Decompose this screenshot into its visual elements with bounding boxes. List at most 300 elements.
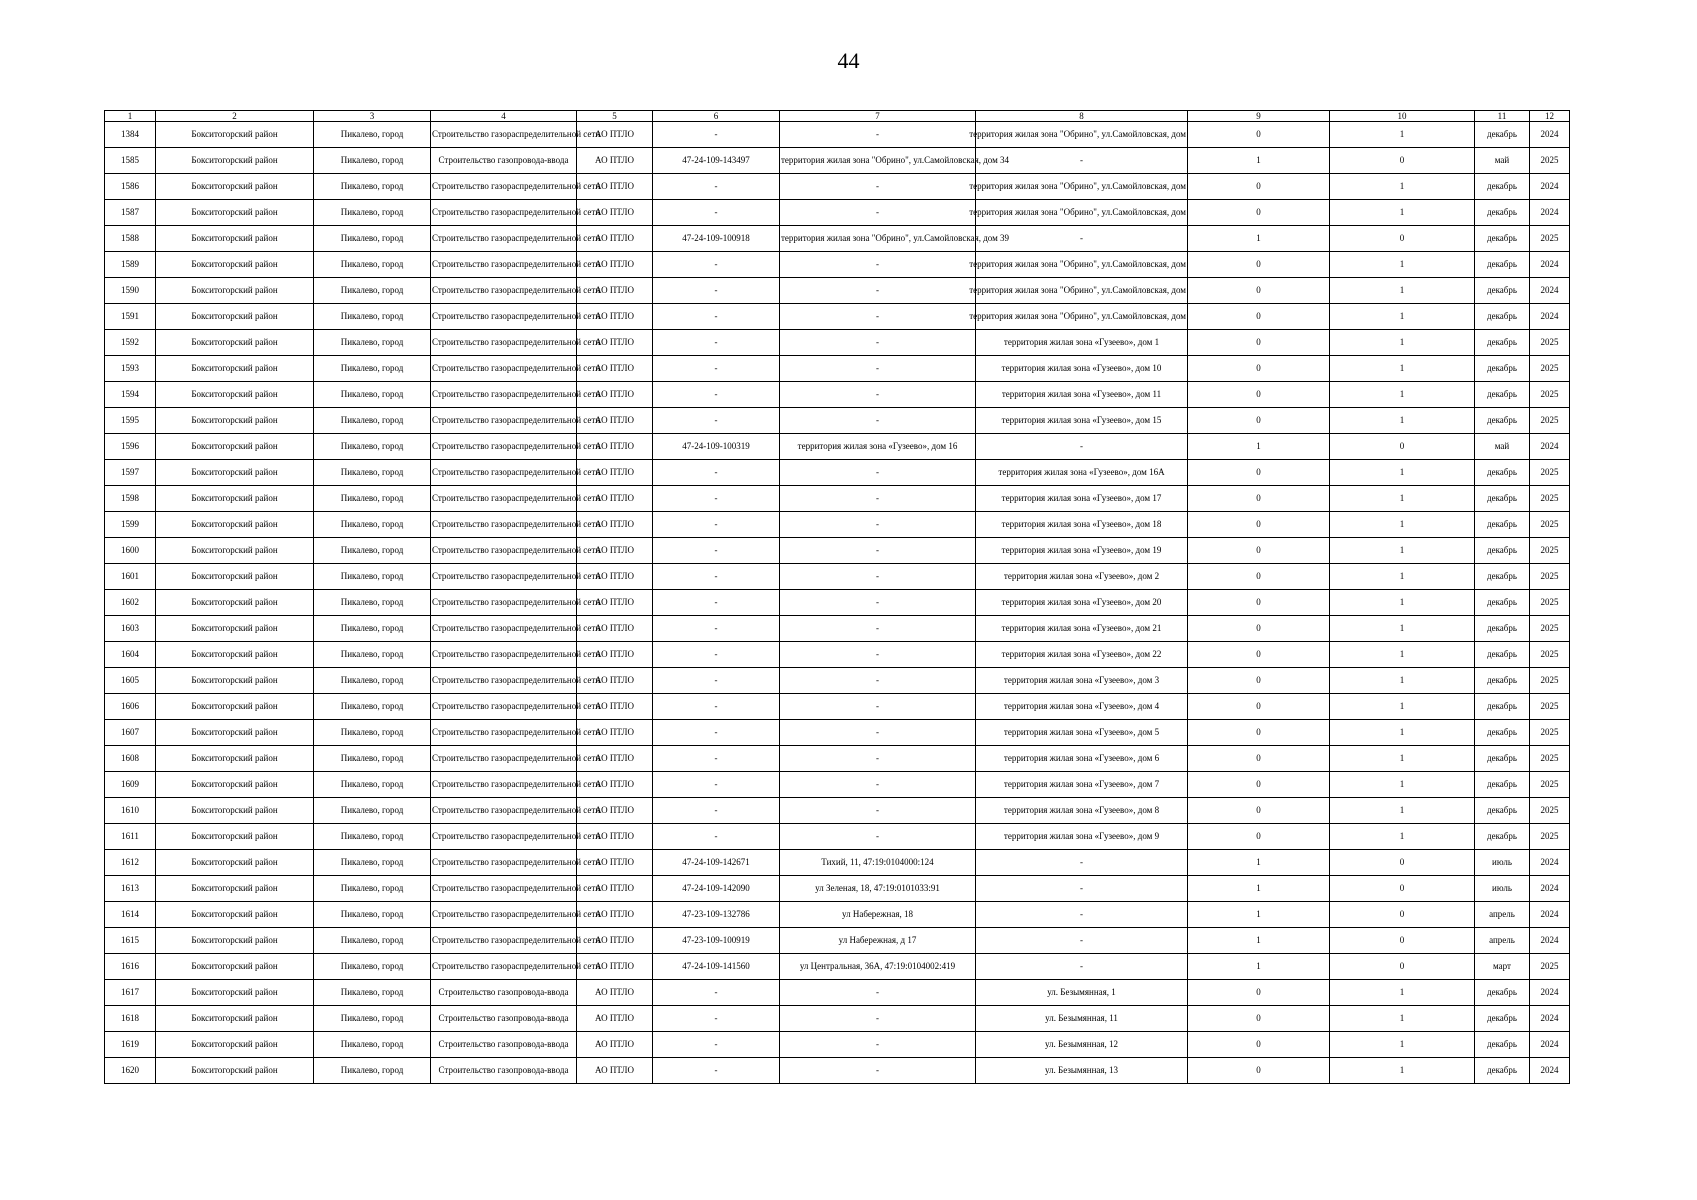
work-type-cell: Строительство газопровода-ввода	[431, 1058, 577, 1084]
year-cell: 2025	[1530, 824, 1570, 850]
district-cell: Бокситогорский район	[156, 1032, 314, 1058]
object-address-cell: -	[780, 538, 976, 564]
address-cell: территория жилая зона «Гузеево», дом 20	[976, 590, 1188, 616]
address-cell: территория жилая зона «Гузеево», дом 6	[976, 746, 1188, 772]
gasification-table	[104, 110, 1570, 1084]
work-type-cell: Строительство газораспределительной сети	[431, 954, 577, 980]
settlement-cell: Пикалево, город	[314, 304, 431, 330]
row-number-cell: 1620	[105, 1058, 156, 1084]
month-cell: апрель	[1475, 902, 1530, 928]
request-number-cell: -	[653, 278, 780, 304]
value-col-10-cell: 1	[1330, 1058, 1475, 1084]
request-number-cell: -	[653, 746, 780, 772]
table-row	[105, 616, 1570, 642]
value-col-10-cell: 1	[1330, 798, 1475, 824]
district-cell: Бокситогорский район	[156, 148, 314, 174]
row-number-cell: 1384	[105, 122, 156, 148]
district-cell: Бокситогорский район	[156, 382, 314, 408]
address-cell: территория жилая зона «Гузеево», дом 7	[976, 772, 1188, 798]
request-number-cell: -	[653, 174, 780, 200]
value-col-10-cell: 1	[1330, 668, 1475, 694]
value-col-10-cell: 1	[1330, 408, 1475, 434]
district-cell: Бокситогорский район	[156, 278, 314, 304]
object-address-cell: -	[780, 720, 976, 746]
year-cell: 2025	[1530, 694, 1570, 720]
district-cell: Бокситогорский район	[156, 850, 314, 876]
organization-cell: АО ПТЛО	[577, 174, 653, 200]
district-cell: Бокситогорский район	[156, 226, 314, 252]
value-col-9-cell: 0	[1188, 382, 1330, 408]
row-number-cell: 1589	[105, 252, 156, 278]
year-cell: 2025	[1530, 668, 1570, 694]
month-cell: декабрь	[1475, 720, 1530, 746]
value-col-9-cell: 1	[1188, 902, 1330, 928]
organization-cell: АО ПТЛО	[577, 226, 653, 252]
work-type-cell: Строительство газопровода-ввода	[431, 148, 577, 174]
year-cell: 2025	[1530, 954, 1570, 980]
table-row	[105, 356, 1570, 382]
district-cell: Бокситогорский район	[156, 408, 314, 434]
address-cell: территория жилая зона «Гузеево», дом 10	[976, 356, 1188, 382]
year-cell: 2025	[1530, 486, 1570, 512]
row-number-cell: 1617	[105, 980, 156, 1006]
value-col-10-cell: 1	[1330, 356, 1475, 382]
settlement-cell: Пикалево, город	[314, 694, 431, 720]
district-cell: Бокситогорский район	[156, 200, 314, 226]
district-cell: Бокситогорский район	[156, 954, 314, 980]
district-cell: Бокситогорский район	[156, 564, 314, 590]
address-cell: -	[976, 226, 1188, 252]
value-col-9-cell: 0	[1188, 720, 1330, 746]
request-number-cell: 47-23-109-132786	[653, 902, 780, 928]
table-row	[105, 824, 1570, 850]
organization-cell: АО ПТЛО	[577, 434, 653, 460]
request-number-cell: 47-24-109-100319	[653, 434, 780, 460]
column-number-header: 3	[314, 111, 431, 122]
address-cell: -	[976, 876, 1188, 902]
month-cell: декабрь	[1475, 174, 1530, 200]
work-type-cell: Строительство газораспределительной сети	[431, 434, 577, 460]
month-cell: декабрь	[1475, 772, 1530, 798]
clipped-address-text: территория жилая зона "Обрино", ул.Самойловская, дом	[969, 181, 1186, 192]
organization-cell: АО ПТЛО	[577, 590, 653, 616]
settlement-cell: Пикалево, город	[314, 668, 431, 694]
value-col-9-cell: 0	[1188, 122, 1330, 148]
year-cell: 2024	[1530, 1032, 1570, 1058]
table-row	[105, 876, 1570, 902]
month-cell: декабрь	[1475, 304, 1530, 330]
row-number-cell: 1611	[105, 824, 156, 850]
work-type-cell: Строительство газораспределительной сети	[431, 746, 577, 772]
organization-cell: АО ПТЛО	[577, 148, 653, 174]
district-cell: Бокситогорский район	[156, 798, 314, 824]
request-number-cell: -	[653, 252, 780, 278]
object-address-cell: -	[780, 1006, 976, 1032]
value-col-10-cell: 1	[1330, 278, 1475, 304]
settlement-cell: Пикалево, город	[314, 954, 431, 980]
column-number-header: 6	[653, 111, 780, 122]
value-col-10-cell: 1	[1330, 564, 1475, 590]
object-address-cell: -	[780, 382, 976, 408]
object-address-cell: ул Центральная, 36А, 47:19:0104002:419	[780, 954, 976, 980]
district-cell: Бокситогорский район	[156, 746, 314, 772]
object-address-cell: -	[780, 408, 976, 434]
year-cell: 2024	[1530, 434, 1570, 460]
value-col-9-cell: 0	[1188, 356, 1330, 382]
row-number-cell: 1606	[105, 694, 156, 720]
request-number-cell: -	[653, 616, 780, 642]
value-col-9-cell: 0	[1188, 408, 1330, 434]
district-cell: Бокситогорский район	[156, 1058, 314, 1084]
request-number-cell: -	[653, 720, 780, 746]
year-cell: 2025	[1530, 642, 1570, 668]
request-number-cell: -	[653, 486, 780, 512]
settlement-cell: Пикалево, город	[314, 382, 431, 408]
address-cell: -	[976, 850, 1188, 876]
object-address-cell: -	[780, 200, 976, 226]
work-type-cell: Строительство газораспределительной сети	[431, 122, 577, 148]
address-cell: -	[976, 148, 1188, 174]
organization-cell: АО ПТЛО	[577, 564, 653, 590]
object-address-cell: -	[780, 798, 976, 824]
row-number-cell: 1619	[105, 1032, 156, 1058]
object-address-cell: -	[780, 642, 976, 668]
work-type-cell: Строительство газораспределительной сети	[431, 330, 577, 356]
work-type-cell: Строительство газораспределительной сети	[431, 356, 577, 382]
settlement-cell: Пикалево, город	[314, 564, 431, 590]
value-col-10-cell: 0	[1330, 148, 1475, 174]
district-cell: Бокситогорский район	[156, 876, 314, 902]
value-col-10-cell: 1	[1330, 382, 1475, 408]
work-type-cell: Строительство газораспределительной сети	[431, 798, 577, 824]
district-cell: Бокситогорский район	[156, 590, 314, 616]
work-type-cell: Строительство газораспределительной сети	[431, 590, 577, 616]
address-cell: ул. Безымянная, 1	[976, 980, 1188, 1006]
request-number-cell: 47-24-109-143497	[653, 148, 780, 174]
row-number-cell: 1597	[105, 460, 156, 486]
value-col-10-cell: 0	[1330, 226, 1475, 252]
value-col-9-cell: 0	[1188, 538, 1330, 564]
month-cell: декабрь	[1475, 1032, 1530, 1058]
settlement-cell: Пикалево, город	[314, 616, 431, 642]
year-cell: 2024	[1530, 252, 1570, 278]
settlement-cell: Пикалево, город	[314, 408, 431, 434]
settlement-cell: Пикалево, город	[314, 460, 431, 486]
column-number-header: 11	[1475, 111, 1530, 122]
month-cell: июль	[1475, 876, 1530, 902]
organization-cell: АО ПТЛО	[577, 902, 653, 928]
organization-cell: АО ПТЛО	[577, 824, 653, 850]
address-cell: -	[976, 434, 1188, 460]
value-col-10-cell: 1	[1330, 720, 1475, 746]
request-number-cell: -	[653, 1058, 780, 1084]
address-cell: территория жилая зона «Гузеево», дом 4	[976, 694, 1188, 720]
organization-cell: АО ПТЛО	[577, 668, 653, 694]
month-cell: декабрь	[1475, 824, 1530, 850]
value-col-10-cell: 1	[1330, 174, 1475, 200]
district-cell: Бокситогорский район	[156, 486, 314, 512]
address-cell	[969, 200, 1188, 226]
settlement-cell: Пикалево, город	[314, 174, 431, 200]
object-address-cell: ул Набережная, 18	[780, 902, 976, 928]
work-type-cell: Строительство газораспределительной сети	[431, 382, 577, 408]
settlement-cell: Пикалево, город	[314, 798, 431, 824]
month-cell: декабрь	[1475, 382, 1530, 408]
row-number-cell: 1590	[105, 278, 156, 304]
settlement-cell: Пикалево, город	[314, 226, 431, 252]
district-cell: Бокситогорский район	[156, 330, 314, 356]
row-number-cell: 1600	[105, 538, 156, 564]
request-number-cell: -	[653, 382, 780, 408]
row-number-cell: 1609	[105, 772, 156, 798]
organization-cell: АО ПТЛО	[577, 694, 653, 720]
month-cell: декабрь	[1475, 460, 1530, 486]
table-body	[105, 122, 1570, 1084]
organization-cell: АО ПТЛО	[577, 460, 653, 486]
work-type-cell: Строительство газораспределительной сети	[431, 304, 577, 330]
request-number-cell: -	[653, 642, 780, 668]
row-number-cell: 1594	[105, 382, 156, 408]
clipped-address-text: территория жилая зона "Обрино", ул.Самойловская, дом	[969, 129, 1186, 140]
district-cell: Бокситогорский район	[156, 720, 314, 746]
request-number-cell: -	[653, 980, 780, 1006]
work-type-cell: Строительство газораспределительной сети	[431, 668, 577, 694]
year-cell: 2024	[1530, 1058, 1570, 1084]
object-address-cell: -	[780, 304, 976, 330]
settlement-cell: Пикалево, город	[314, 1032, 431, 1058]
year-cell: 2025	[1530, 356, 1570, 382]
object-address-cell: -	[780, 1058, 976, 1084]
settlement-cell: Пикалево, город	[314, 772, 431, 798]
month-cell: декабрь	[1475, 252, 1530, 278]
work-type-cell: Строительство газораспределительной сети	[431, 642, 577, 668]
year-cell: 2025	[1530, 226, 1570, 252]
address-cell	[969, 174, 1188, 200]
settlement-cell: Пикалево, город	[314, 720, 431, 746]
object-address-cell: территория жилая зона "Обрино", ул.Самойловская, дом 39	[780, 226, 976, 252]
month-cell: декабрь	[1475, 980, 1530, 1006]
settlement-cell: Пикалево, город	[314, 980, 431, 1006]
address-cell: территория жилая зона «Гузеево», дом 17	[976, 486, 1188, 512]
address-cell: территория жилая зона «Гузеево», дом 21	[976, 616, 1188, 642]
row-number-cell: 1613	[105, 876, 156, 902]
district-cell: Бокситогорский район	[156, 616, 314, 642]
table-row	[105, 1006, 1570, 1032]
address-cell	[969, 122, 1188, 148]
value-col-10-cell: 1	[1330, 304, 1475, 330]
address-cell: территория жилая зона «Гузеево», дом 5	[976, 720, 1188, 746]
settlement-cell: Пикалево, город	[314, 1058, 431, 1084]
value-col-10-cell: 1	[1330, 616, 1475, 642]
organization-cell: АО ПТЛО	[577, 746, 653, 772]
month-cell: декабрь	[1475, 590, 1530, 616]
value-col-9-cell: 0	[1188, 642, 1330, 668]
object-address-cell: -	[780, 824, 976, 850]
settlement-cell: Пикалево, город	[314, 200, 431, 226]
address-cell: -	[976, 928, 1188, 954]
district-cell: Бокситогорский район	[156, 252, 314, 278]
table-row	[105, 1058, 1570, 1084]
value-col-9-cell: 0	[1188, 1006, 1330, 1032]
table-row	[105, 928, 1570, 954]
year-cell: 2024	[1530, 902, 1570, 928]
value-col-9-cell: 1	[1188, 850, 1330, 876]
settlement-cell: Пикалево, город	[314, 850, 431, 876]
value-col-9-cell: 0	[1188, 798, 1330, 824]
settlement-cell: Пикалево, город	[314, 746, 431, 772]
row-number-cell: 1614	[105, 902, 156, 928]
request-number-cell: -	[653, 1006, 780, 1032]
year-cell: 2025	[1530, 460, 1570, 486]
value-col-9-cell: 1	[1188, 226, 1330, 252]
district-cell: Бокситогорский район	[156, 538, 314, 564]
request-number-cell: -	[653, 200, 780, 226]
table-row	[105, 408, 1570, 434]
value-col-10-cell: 1	[1330, 1032, 1475, 1058]
value-col-10-cell: 0	[1330, 928, 1475, 954]
organization-cell: АО ПТЛО	[577, 616, 653, 642]
settlement-cell: Пикалево, город	[314, 356, 431, 382]
value-col-9-cell: 0	[1188, 512, 1330, 538]
work-type-cell: Строительство газораспределительной сети	[431, 824, 577, 850]
value-col-9-cell: 0	[1188, 694, 1330, 720]
value-col-9-cell: 0	[1188, 1058, 1330, 1084]
row-number-cell: 1602	[105, 590, 156, 616]
row-number-cell: 1605	[105, 668, 156, 694]
table-row	[105, 538, 1570, 564]
row-number-cell: 1596	[105, 434, 156, 460]
year-cell: 2025	[1530, 538, 1570, 564]
settlement-cell: Пикалево, город	[314, 1006, 431, 1032]
object-address-cell: -	[780, 772, 976, 798]
address-cell: территория жилая зона «Гузеево», дом 2	[976, 564, 1188, 590]
row-number-cell: 1612	[105, 850, 156, 876]
row-number-cell: 1598	[105, 486, 156, 512]
value-col-10-cell: 0	[1330, 434, 1475, 460]
column-number-header: 7	[780, 111, 976, 122]
organization-cell: АО ПТЛО	[577, 200, 653, 226]
request-number-cell: 47-23-109-100919	[653, 928, 780, 954]
table-row	[105, 486, 1570, 512]
row-number-cell: 1615	[105, 928, 156, 954]
year-cell: 2024	[1530, 174, 1570, 200]
table-row	[105, 382, 1570, 408]
address-cell: территория жилая зона «Гузеево», дом 18	[976, 512, 1188, 538]
organization-cell: АО ПТЛО	[577, 720, 653, 746]
organization-cell: АО ПТЛО	[577, 538, 653, 564]
table-row	[105, 772, 1570, 798]
request-number-cell: -	[653, 538, 780, 564]
district-cell: Бокситогорский район	[156, 980, 314, 1006]
clipped-address-text: территория жилая зона "Обрино", ул.Самойловская, дом	[969, 311, 1186, 322]
work-type-cell: Строительство газораспределительной сети	[431, 252, 577, 278]
clipped-address-text: территория жилая зона "Обрино", ул.Самойловская, дом	[969, 259, 1186, 270]
work-type-cell: Строительство газопровода-ввода	[431, 1032, 577, 1058]
year-cell: 2024	[1530, 928, 1570, 954]
address-cell: территория жилая зона «Гузеево», дом 8	[976, 798, 1188, 824]
table-row	[105, 980, 1570, 1006]
work-type-cell: Строительство газопровода-ввода	[431, 980, 577, 1006]
object-address-cell: -	[780, 252, 976, 278]
settlement-cell: Пикалево, город	[314, 876, 431, 902]
value-col-9-cell: 0	[1188, 304, 1330, 330]
year-cell: 2024	[1530, 304, 1570, 330]
district-cell: Бокситогорский район	[156, 174, 314, 200]
value-col-10-cell: 0	[1330, 902, 1475, 928]
column-number-header: 10	[1330, 111, 1475, 122]
value-col-10-cell: 1	[1330, 122, 1475, 148]
address-cell: территория жилая зона «Гузеево», дом 11	[976, 382, 1188, 408]
organization-cell: АО ПТЛО	[577, 252, 653, 278]
clipped-address-text: территория жилая зона "Обрино", ул.Самойловская, дом	[969, 207, 1186, 218]
work-type-cell: Строительство газораспределительной сети	[431, 278, 577, 304]
object-address-cell: -	[780, 590, 976, 616]
district-cell: Бокситогорский район	[156, 1006, 314, 1032]
work-type-cell: Строительство газораспределительной сети	[431, 850, 577, 876]
work-type-cell: Строительство газораспределительной сети	[431, 538, 577, 564]
address-cell	[969, 252, 1188, 278]
value-col-9-cell: 0	[1188, 616, 1330, 642]
table-row	[105, 746, 1570, 772]
row-number-cell: 1610	[105, 798, 156, 824]
month-cell: декабрь	[1475, 1006, 1530, 1032]
address-cell: ул. Безымянная, 12	[976, 1032, 1188, 1058]
row-number-cell: 1607	[105, 720, 156, 746]
value-col-9-cell: 0	[1188, 564, 1330, 590]
value-col-9-cell: 0	[1188, 200, 1330, 226]
object-address-cell: территория жилая зона "Обрино", ул.Самойловская, дом 34	[780, 148, 976, 174]
value-col-9-cell: 1	[1188, 148, 1330, 174]
month-cell: декабрь	[1475, 746, 1530, 772]
address-cell: территория жилая зона «Гузеево», дом 15	[976, 408, 1188, 434]
table-row	[105, 148, 1570, 174]
district-cell: Бокситогорский район	[156, 668, 314, 694]
settlement-cell: Пикалево, город	[314, 538, 431, 564]
month-cell: декабрь	[1475, 616, 1530, 642]
row-number-cell: 1591	[105, 304, 156, 330]
organization-cell: АО ПТЛО	[577, 486, 653, 512]
request-number-cell: -	[653, 564, 780, 590]
organization-cell: АО ПТЛО	[577, 122, 653, 148]
table-row	[105, 564, 1570, 590]
district-cell: Бокситогорский район	[156, 928, 314, 954]
value-col-10-cell: 1	[1330, 772, 1475, 798]
clipped-address-text: территория жилая зона "Обрино", ул.Самойловская, дом	[969, 285, 1186, 296]
work-type-cell: Строительство газораспределительной сети	[431, 772, 577, 798]
column-number-header: 4	[431, 111, 577, 122]
address-cell: ул. Безымянная, 11	[976, 1006, 1188, 1032]
organization-cell: АО ПТЛО	[577, 954, 653, 980]
district-cell: Бокситогорский район	[156, 460, 314, 486]
request-number-cell: 47-24-109-142671	[653, 850, 780, 876]
address-cell: -	[976, 902, 1188, 928]
year-cell: 2024	[1530, 876, 1570, 902]
value-col-9-cell: 0	[1188, 824, 1330, 850]
table-row	[105, 122, 1570, 148]
value-col-10-cell: 1	[1330, 330, 1475, 356]
request-number-cell: 47-24-109-142090	[653, 876, 780, 902]
value-col-9-cell: 0	[1188, 668, 1330, 694]
table-row	[105, 330, 1570, 356]
request-number-cell: -	[653, 356, 780, 382]
organization-cell: АО ПТЛО	[577, 382, 653, 408]
month-cell: декабрь	[1475, 1058, 1530, 1084]
object-address-cell: -	[780, 746, 976, 772]
value-col-9-cell: 0	[1188, 772, 1330, 798]
organization-cell: АО ПТЛО	[577, 928, 653, 954]
object-address-cell: -	[780, 980, 976, 1006]
row-number-cell: 1586	[105, 174, 156, 200]
